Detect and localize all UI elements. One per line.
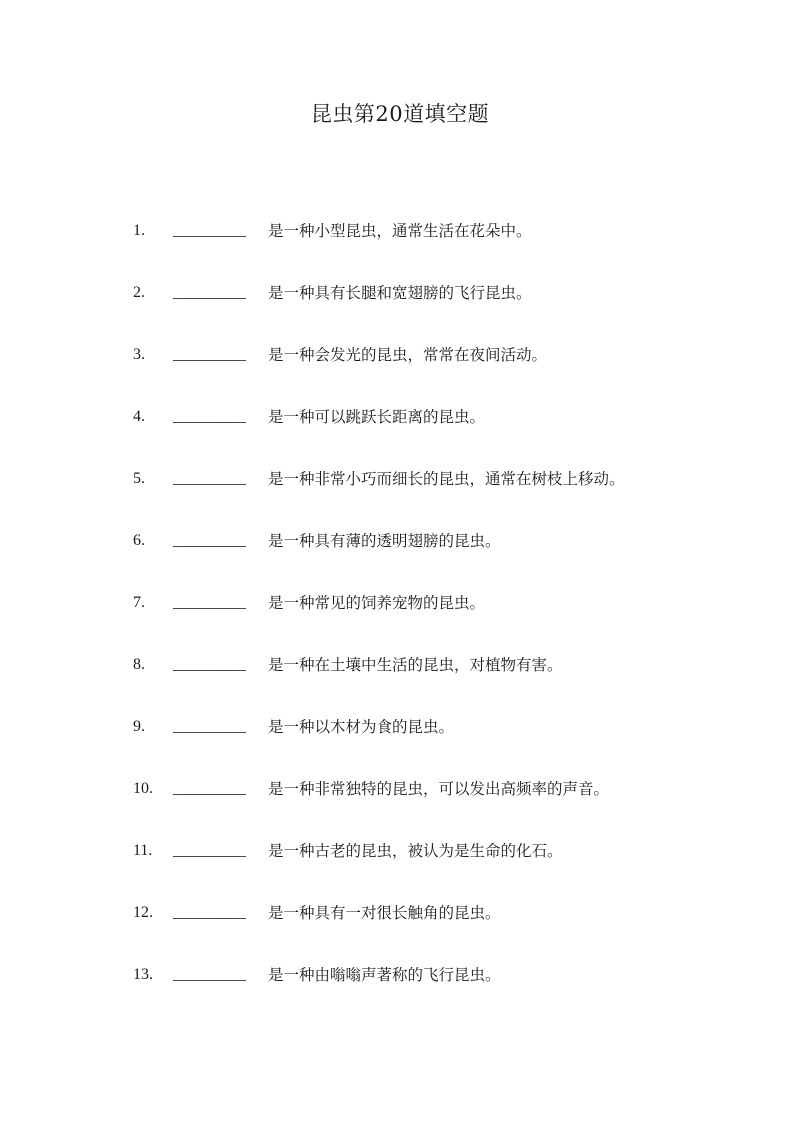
question-item: [0, 836, 800, 898]
question-item: [0, 774, 800, 836]
answer-blank: __________: [173, 532, 246, 549]
question-number: 5.: [133, 470, 145, 487]
question-item: [0, 650, 800, 712]
question-number: 9.: [133, 718, 145, 735]
answer-blank: __________: [173, 966, 246, 983]
question-number: 8.: [133, 656, 145, 673]
question-list: [0, 216, 800, 1022]
answer-blank: __________: [173, 718, 246, 735]
question-item: [0, 526, 800, 588]
question-number: 11.: [133, 842, 153, 859]
question-text: 是一种可以跳跃长距离的昆虫。: [268, 408, 486, 426]
question-text: 是一种具有薄的透明翅膀的昆虫。: [268, 532, 501, 550]
question-number: 13.: [133, 966, 153, 983]
question-text: 是一种由嗡嗡声著称的飞行昆虫。: [268, 966, 501, 984]
question-item: [0, 464, 800, 526]
answer-blank: __________: [173, 408, 246, 425]
question-text: 是一种具有一对很长触角的昆虫。: [268, 904, 501, 922]
question-item: [0, 278, 800, 340]
question-text: 是一种非常独特的昆虫，可以发出高频率的声音。: [268, 780, 610, 798]
answer-blank: __________: [173, 842, 246, 859]
question-text: 是一种非常小巧而细长的昆虫，通常在树枝上移动。: [268, 470, 625, 488]
question-item: [0, 402, 800, 464]
answer-blank: __________: [173, 904, 246, 921]
question-text: 是一种常见的饲养宠物的昆虫。: [268, 594, 486, 612]
answer-blank: __________: [173, 470, 246, 487]
question-item: [0, 960, 800, 1022]
question-number: 10.: [133, 780, 153, 797]
question-number: 6.: [133, 532, 145, 549]
question-number: 3.: [133, 346, 145, 363]
question-item: [0, 216, 800, 278]
question-text: 是一种在土壤中生活的昆虫，对植物有害。: [268, 656, 563, 674]
question-number: 12.: [133, 904, 153, 921]
answer-blank: __________: [173, 346, 246, 363]
question-item: [0, 588, 800, 650]
question-text: 是一种小型昆虫，通常生活在花朵中。: [268, 222, 532, 240]
question-text: 是一种会发光的昆虫，常常在夜间活动。: [268, 346, 548, 364]
question-number: 1.: [133, 222, 145, 239]
answer-blank: __________: [173, 284, 246, 301]
page-title: 昆虫第20道填空题: [310, 102, 490, 126]
answer-blank: __________: [173, 780, 246, 797]
question-text: 是一种具有长腿和宽翅膀的飞行昆虫。: [268, 284, 532, 302]
answer-blank: __________: [173, 222, 246, 239]
question-text: 是一种古老的昆虫，被认为是生命的化石。: [268, 842, 563, 860]
question-item: [0, 898, 800, 960]
question-text: 是一种以木材为食的昆虫。: [268, 718, 455, 736]
question-item: [0, 712, 800, 774]
question-number: 7.: [133, 594, 145, 611]
answer-blank: __________: [173, 594, 246, 611]
question-item: [0, 340, 800, 402]
question-number: 2.: [133, 284, 145, 301]
answer-blank: __________: [173, 656, 246, 673]
question-number: 4.: [133, 408, 145, 425]
